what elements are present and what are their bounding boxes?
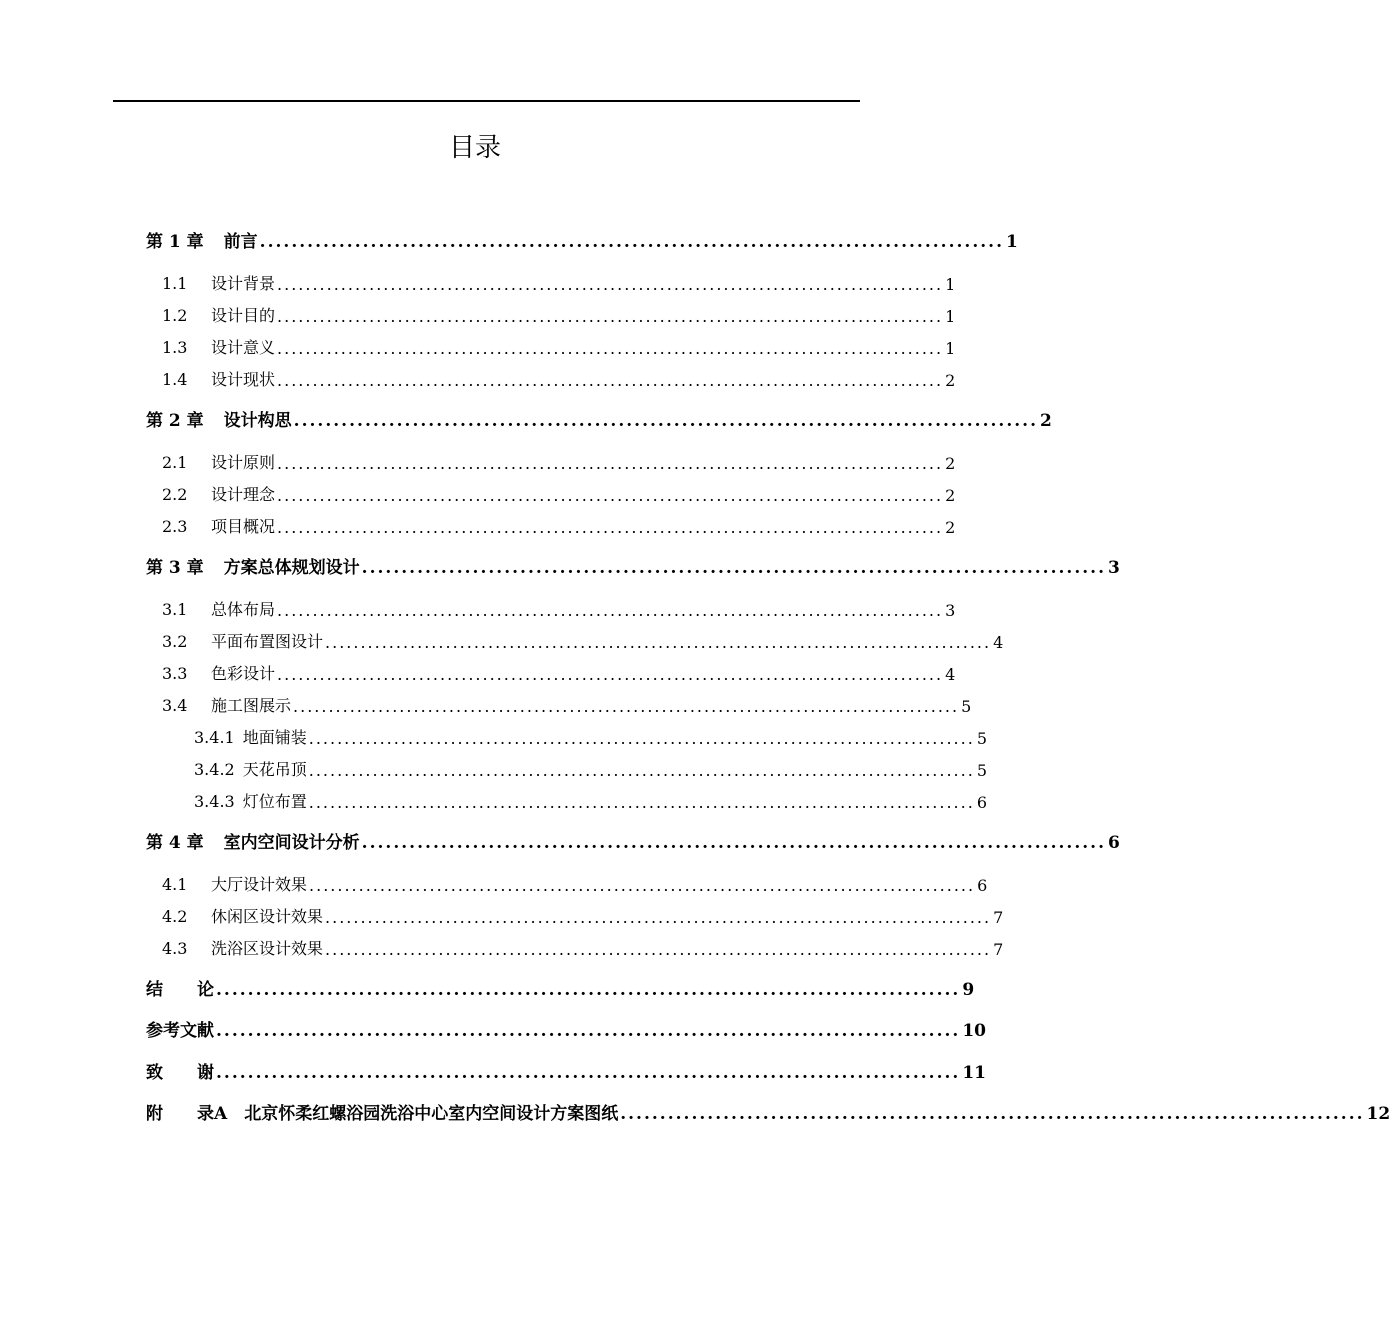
toc-entry[interactable]: 3.4 施工图展示 .............................................................................................. 5 <box>162 696 972 716</box>
toc-entry[interactable]: 4.1 大厅设计效果 .............................................................................................. 6 <box>162 875 988 895</box>
toc-entry[interactable]: 1.3 设计意义 .............................................................................................. 1 <box>162 338 956 358</box>
toc-entry[interactable]: 附 录A 北京怀柔红螺浴园洗浴中心室内空间设计方案图纸 .............................................................................................. 12 <box>146 1104 1390 1124</box>
toc-entry[interactable]: 3.4.3 灯位布置 .............................................................................................. 6 <box>194 792 987 812</box>
page-title: 目录 <box>448 133 501 163</box>
toc-entry[interactable]: 3.2 平面布置图设计 .............................................................................................. 4 <box>162 632 1004 652</box>
toc-entry[interactable]: 第 3 章 方案总体规划设计 .............................................................................................. 3 <box>146 558 1120 578</box>
toc-entry[interactable]: 参考文献 .............................................................................................. 10 <box>146 1021 987 1041</box>
toc-entry[interactable]: 1.1 设计背景 .............................................................................................. 1 <box>162 274 956 294</box>
toc-entry[interactable]: 第 4 章 室内空间设计分析 .............................................................................................. 6 <box>146 833 1120 853</box>
toc-entry[interactable]: 第 1 章 前言 .............................................................................................. 1 <box>146 232 1018 252</box>
toc-entry[interactable]: 2.3 项目概况 .............................................................................................. 2 <box>162 517 956 537</box>
toc-entry[interactable]: 3.3 色彩设计 .............................................................................................. 4 <box>162 664 956 684</box>
header-rule <box>113 100 860 102</box>
toc-entry[interactable]: 4.3 洗浴区设计效果 .............................................................................................. 7 <box>162 939 1004 959</box>
toc-entry[interactable]: 1.4 设计现状 .............................................................................................. 2 <box>162 370 956 390</box>
toc-entry[interactable]: 致 谢 .............................................................................................. 11 <box>146 1063 987 1083</box>
toc-entry[interactable]: 2.1 设计原则 .............................................................................................. 2 <box>162 453 956 473</box>
toc-entry[interactable]: 4.2 休闲区设计效果 .............................................................................................. 7 <box>162 907 1004 927</box>
toc-entry[interactable]: 3.4.2 天花吊顶 .............................................................................................. 5 <box>194 760 987 780</box>
toc-entry[interactable]: 结 论 .............................................................................................. 9 <box>146 980 975 1000</box>
toc-entry[interactable]: 1.2 设计目的 .............................................................................................. 1 <box>162 306 956 326</box>
toc-entry[interactable]: 第 2 章 设计构思 .............................................................................................. 2 <box>146 411 1052 431</box>
toc-entry[interactable]: 3.1 总体布局 .............................................................................................. 3 <box>162 600 956 620</box>
toc-entry[interactable]: 2.2 设计理念 .............................................................................................. 2 <box>162 485 956 505</box>
toc-entry[interactable]: 3.4.1 地面铺装 .............................................................................................. 5 <box>194 728 987 748</box>
